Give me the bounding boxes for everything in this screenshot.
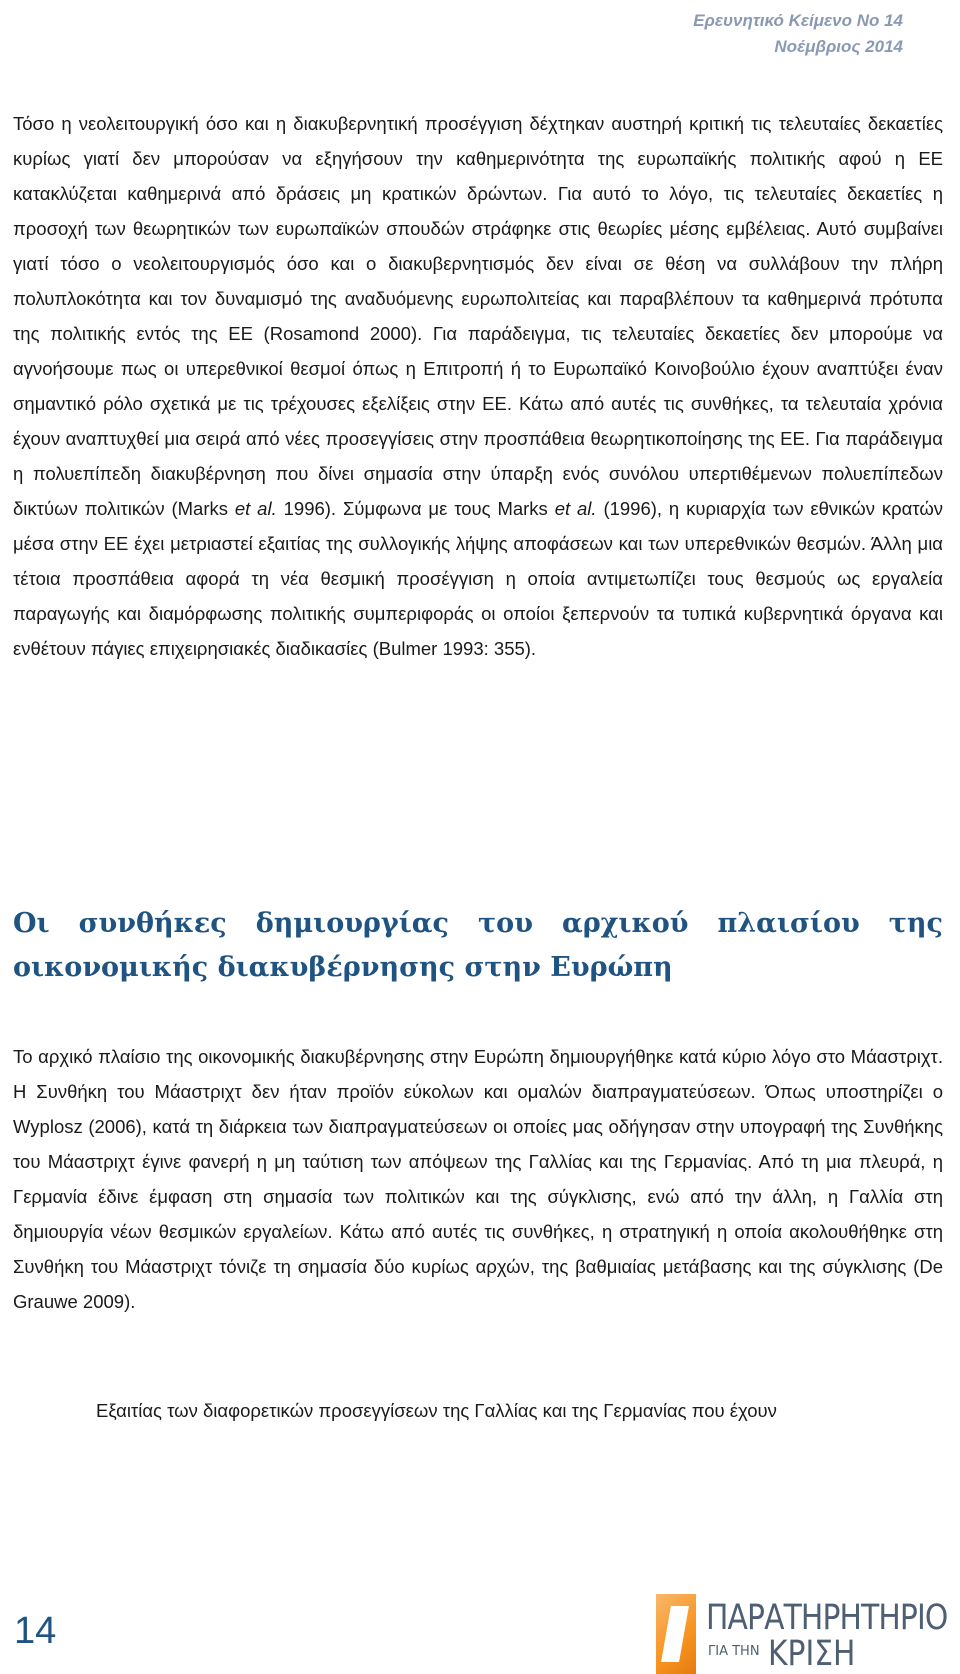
paragraph-1-text-a: Τόσο η νεολειτουργική όσο και η διακυβερνητική προσέγγιση δέχτηκαν αυστηρή κριτική τις τελευταίες δεκαετίες κυρίως γιατί δεν μπορούσαν να εξηγήσουν την καθημερινότητα της ευρωπαϊκής πολιτικής αφού η ΕΕ κατακλύζεται καθημερινά από δράσεις μη κρατικών δρώντων. Για αυτό το λόγο, τις τελευταίες δεκαετίες η προσοχή των θεωρητικών των ευρωπαϊκών σπουδών στράφηκε στις θεωρίες μέσης εμβέλειας. Αυτό συμβαίνει γιατί τόσο ο νεολειτουργισμός όσο και ο διακυβερνητισμός δεν είναι σε θέση να συλλάβουν την πλήρη πολυπλοκότητα και τον δυναμισμό της αναδυόμενης ευρωπολιτείας και παραβλέπουν τα καθημερινά πρότυπα της πολιτικής εντός της ΕΕ (Rosamond 2000). Για παράδειγμα, τις τελευταίες δεκαετίες δεν μπορούμε να αγνοήσουμε πως οι υπερεθνικοί θεσμοί όπως η Επιτροπή ή το Ευρωπαϊκό Κοινοβούλιο έχουν αναπτύξει έναν σημαντικό ρόλο σχετικά με τις τρέχουσες εξελίξεις στην ΕΕ. Κάτω από αυτές τις συνθήκες, τα τελευταία χρόνια έχουν αναπτυχθεί μια σειρά από νέες προσεγγίσεις στην προσπάθεια θεωρητικοποίησης της ΕΕ. Για παράδειγμα η πολυεπίπεδη διακυβέρνηση που δίνει σημασία στην ύπαρξη ενός συνόλου υπερτιθέμενων πολυεπίπεδων δικτύων πολιτικών (Marks — [13, 113, 943, 519]
page-number: 14 — [14, 1610, 57, 1652]
logo-text-line1: ΠΑΡΑΤΗΡΗΤΗΡΙΟ — [706, 1598, 948, 1638]
page-header — [693, 8, 903, 60]
publication-date: Νοέμβριος 2014 — [774, 37, 903, 56]
paragraph-1-text-c: (1996), η κυριαρχία των εθνικών κρατών μέσα στην ΕΕ έχει μετριαστεί εξαιτίας της συλλογικής λήψης αποφάσεων και των υπερεθνικών θεσμών. Άλλη μια τέτοια προσπάθεια αφορά τη νέα θεσμική προσέγγιση η οποία αντιμετωπίζει τους θεσμούς ως εργαλεία παραγωγής και διαμόρφωσης πολιτικής συμπεριφοράς οι οποίοι ξεπερνούν τα τυπικά κυβερνητικά όργανα και ενθέτουν πάγιες επιχειρησιακές διαδικασίες (Bulmer 1993: 355). — [13, 498, 944, 659]
body-paragraph-2: Το αρχικό πλαίσιο της οικονομικής διακυβέρνησης στην Ευρώπη δημιουργήθηκε κατά κύριο λόγο στο Μάαστριχτ. Η Συνθήκη του Μάαστριχτ δεν ήταν προϊόν εύκολων και ομαλών διαπραγματεύσεων. Όπως υποστηρίζει ο Wyplosz (2006), κατά τη διάρκεια των διαπραγματεύσεων οι οποίες μας οδήγησαν στην υπογραφή της Συνθήκης του Μάαστριχτ έγινε φανερή η μη ταύτιση των απόψεων της Γαλλίας και της Γερμανίας. Από τη μια πλευρά, η Γερμανία έδινε έμφαση στη σημασία των πολιτικών και της σύγκλισης, ενώ από την άλλη, η Γαλλία στη δημιουργία νέων θεσμικών εργαλείων. Κάτω από αυτές τις συνθήκες, η στρατηγική η οποία ακολουθήθηκε στη Συνθήκη του Μάαστριχτ τόνιζε τη σημασία δύο κυρίως αρχών, της βαθμιαίας μετάβασης και της σύγκλισης (De Grauwe 2009). — [13, 1046, 943, 1312]
observatory-logo — [656, 1590, 946, 1674]
paragraph-1-etal-b: et al. — [554, 498, 597, 519]
logo-text-line2: ΚΡΙΣΗ — [768, 1634, 856, 1674]
logo-text-small: ΓΙΑ ΤΗΝ — [708, 1644, 760, 1659]
section-heading: Οι συνθήκες δημιουργίας του αρχικού πλαισίου της οικονομικής διακυβέρνησης στην Ευρώπη — [13, 908, 943, 983]
paragraph-1-text-b: 1996). Σύμφωνα με τους Marks — [276, 498, 555, 519]
body-paragraph-3: Εξαιτίας των διαφορετικών προσεγγίσεων της Γαλλίας και της Γερμανίας που έχουν — [96, 1400, 777, 1421]
paragraph-1-etal-a: et al. — [234, 498, 277, 519]
series-title: Ερευνητικό Κείμενο Νο 14 — [693, 11, 903, 30]
body-paragraph-1 — [13, 106, 943, 666]
